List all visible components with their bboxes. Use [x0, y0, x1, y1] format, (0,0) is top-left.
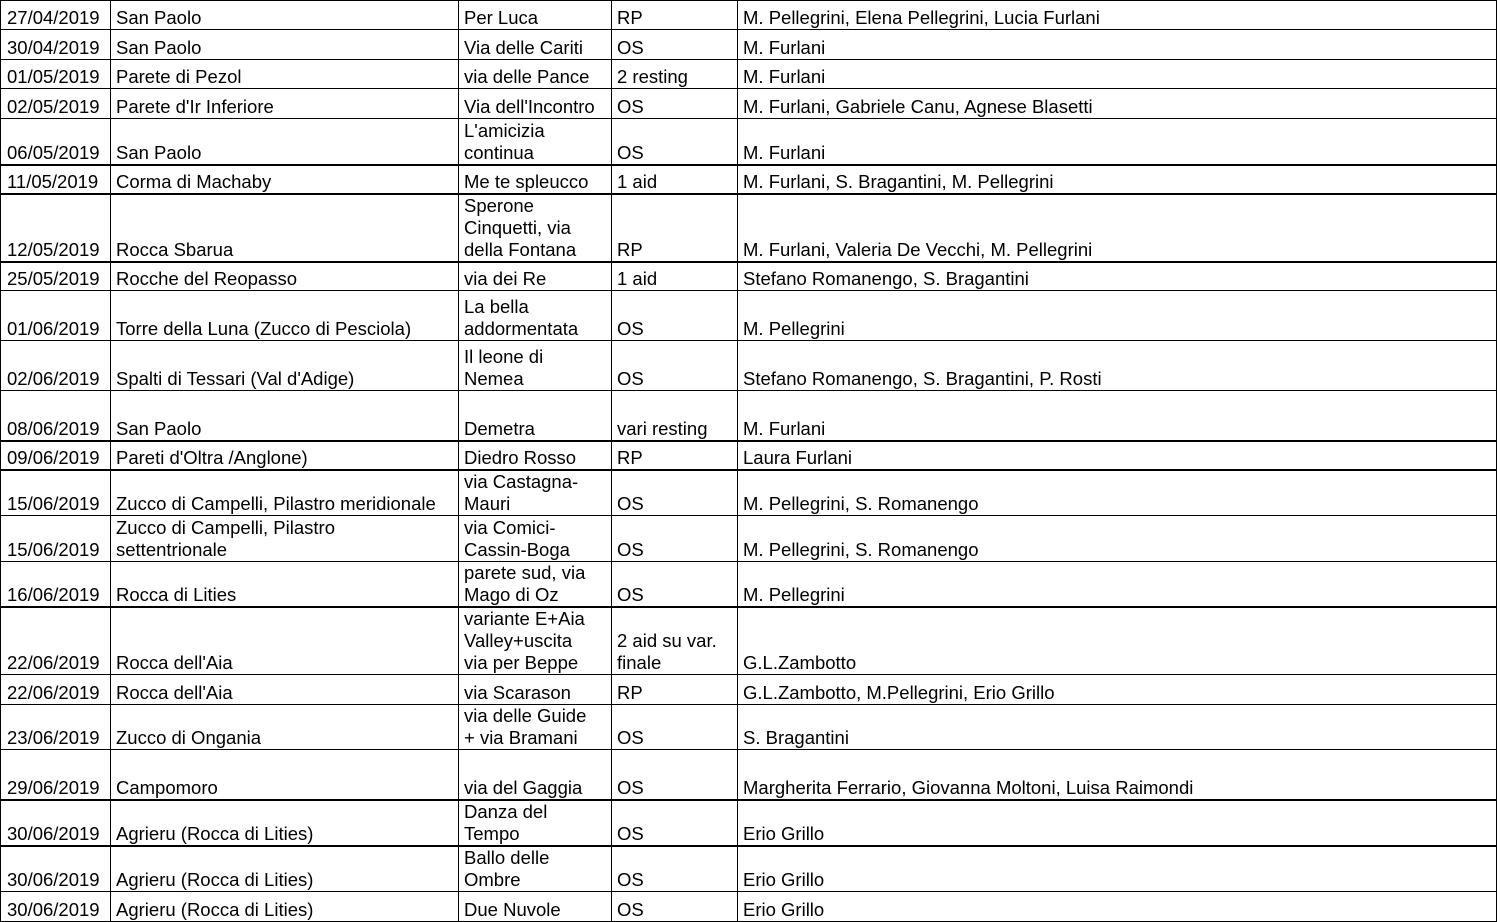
location-cell: San Paolo: [111, 391, 459, 441]
style-cell: OS: [612, 846, 738, 892]
style-cell: OS: [612, 341, 738, 391]
table-row: [1, 165, 1497, 194]
style-cell: 2 resting: [612, 60, 738, 89]
table-row: [1, 262, 1497, 291]
route-cell: Via dell'Incontro: [459, 89, 612, 119]
location-cell: Agrieru (Rocca di Lities): [111, 800, 459, 846]
climbers-cell: M. Pellegrini: [738, 291, 1497, 341]
table-row: [1, 341, 1497, 391]
location-cell: Rocca dell'Aia: [111, 607, 459, 675]
date-cell: 23/06/2019: [1, 705, 111, 750]
table-row: [1, 750, 1497, 800]
table-row: [1, 562, 1497, 608]
table-row: [1, 607, 1497, 675]
table-row: [1, 675, 1497, 705]
style-cell: OS: [612, 750, 738, 800]
date-cell: 30/06/2019: [1, 891, 111, 921]
style-cell: OS: [612, 800, 738, 846]
location-cell: San Paolo: [111, 119, 459, 165]
date-cell: 16/06/2019: [1, 562, 111, 608]
location-cell: Pareti d'Oltra /Anglone): [111, 441, 459, 470]
location-cell: San Paolo: [111, 1, 459, 30]
date-cell: 27/04/2019: [1, 1, 111, 30]
route-cell: Sperone Cinquetti, via della Fontana: [459, 194, 612, 262]
route-cell: La bella addormentata: [459, 291, 612, 341]
climbers-cell: M. Furlani: [738, 30, 1497, 60]
route-cell: L'amicizia continua: [459, 119, 612, 165]
style-cell: 1 aid: [612, 262, 738, 291]
route-cell: Me te spleucco: [459, 165, 612, 194]
location-cell: Torre della Luna (Zucco di Pesciola): [111, 291, 459, 341]
location-cell: Rocca dell'Aia: [111, 675, 459, 705]
table-row: [1, 705, 1497, 750]
route-cell: via del Gaggia: [459, 750, 612, 800]
date-cell: 22/06/2019: [1, 675, 111, 705]
climbers-cell: M. Pellegrini: [738, 562, 1497, 608]
table-row: [1, 30, 1497, 60]
table-row: [1, 846, 1497, 892]
style-cell: OS: [612, 891, 738, 921]
route-cell: Due Nuvole: [459, 891, 612, 921]
route-cell: parete sud, via Mago di Oz: [459, 562, 612, 608]
climbers-cell: M. Furlani, Valeria De Vecchi, M. Pellegrini: [738, 194, 1497, 262]
climbers-cell: S. Bragantini: [738, 705, 1497, 750]
table-row: [1, 89, 1497, 119]
route-cell: Via delle Cariti: [459, 30, 612, 60]
climbers-cell: M. Pellegrini, S. Romanengo: [738, 516, 1497, 562]
climbers-cell: M. Furlani: [738, 119, 1497, 165]
location-cell: Zucco di Campelli, Pilastro meridionale: [111, 470, 459, 516]
route-cell: via Castagna- Mauri: [459, 470, 612, 516]
date-cell: 29/06/2019: [1, 750, 111, 800]
climbers-cell: M. Furlani: [738, 60, 1497, 89]
route-cell: Il leone di Nemea: [459, 341, 612, 391]
location-cell: Agrieru (Rocca di Lities): [111, 846, 459, 892]
climbers-cell: Erio Grillo: [738, 846, 1497, 892]
climbers-cell: M. Pellegrini, S. Romanengo: [738, 470, 1497, 516]
route-cell: via Comici- Cassin-Boga: [459, 516, 612, 562]
climbers-cell: G.L.Zambotto: [738, 607, 1497, 675]
location-cell: Parete d'Ir Inferiore: [111, 89, 459, 119]
style-cell: vari resting: [612, 391, 738, 441]
route-cell: variante E+Aia Valley+uscita via per Beppe: [459, 607, 612, 675]
table-row: [1, 391, 1497, 441]
location-cell: Agrieru (Rocca di Lities): [111, 891, 459, 921]
date-cell: 09/06/2019: [1, 441, 111, 470]
style-cell: OS: [612, 30, 738, 60]
table-row: [1, 441, 1497, 470]
style-cell: RP: [612, 675, 738, 705]
location-cell: Spalti di Tessari (Val d'Adige): [111, 341, 459, 391]
style-cell: OS: [612, 516, 738, 562]
date-cell: 01/06/2019: [1, 291, 111, 341]
climbers-cell: Margherita Ferrario, Giovanna Moltoni, Luisa Raimondi: [738, 750, 1497, 800]
location-cell: Rocca di Lities: [111, 562, 459, 608]
style-cell: RP: [612, 194, 738, 262]
climbers-cell: Stefano Romanengo, S. Bragantini, P. Rosti: [738, 341, 1497, 391]
climbers-cell: M. Pellegrini, Elena Pellegrini, Lucia Furlani: [738, 1, 1497, 30]
style-cell: 1 aid: [612, 165, 738, 194]
date-cell: 08/06/2019: [1, 391, 111, 441]
table-row: [1, 60, 1497, 89]
location-cell: Rocca Sbarua: [111, 194, 459, 262]
route-cell: Diedro Rosso: [459, 441, 612, 470]
table-row: [1, 291, 1497, 341]
date-cell: 15/06/2019: [1, 516, 111, 562]
route-cell: via delle Pance: [459, 60, 612, 89]
climbers-cell: M. Furlani, Gabriele Canu, Agnese Blasetti: [738, 89, 1497, 119]
style-cell: OS: [612, 291, 738, 341]
location-cell: Rocche del Reopasso: [111, 262, 459, 291]
style-cell: OS: [612, 119, 738, 165]
route-cell: Ballo delle Ombre: [459, 846, 612, 892]
route-cell: Per Luca: [459, 1, 612, 30]
location-cell: Campomoro: [111, 750, 459, 800]
date-cell: 30/06/2019: [1, 800, 111, 846]
date-cell: 15/06/2019: [1, 470, 111, 516]
table-row: [1, 800, 1497, 846]
style-cell: OS: [612, 705, 738, 750]
location-cell: Parete di Pezol: [111, 60, 459, 89]
table-row: [1, 516, 1497, 562]
date-cell: 30/06/2019: [1, 846, 111, 892]
location-cell: Corma di Machaby: [111, 165, 459, 194]
date-cell: 02/06/2019: [1, 341, 111, 391]
route-cell: via Scarason: [459, 675, 612, 705]
style-cell: OS: [612, 470, 738, 516]
table-row: [1, 1, 1497, 30]
date-cell: 12/05/2019: [1, 194, 111, 262]
climbers-cell: M. Furlani, S. Bragantini, M. Pellegrini: [738, 165, 1497, 194]
climbing-log-body: [1, 1, 1497, 922]
route-cell: via delle Guide + via Bramani: [459, 705, 612, 750]
date-cell: 25/05/2019: [1, 262, 111, 291]
route-cell: Demetra: [459, 391, 612, 441]
climbers-cell: G.L.Zambotto, M.Pellegrini, Erio Grillo: [738, 675, 1497, 705]
climbers-cell: Erio Grillo: [738, 800, 1497, 846]
date-cell: 02/05/2019: [1, 89, 111, 119]
location-cell: San Paolo: [111, 30, 459, 60]
route-cell: Danza del Tempo: [459, 800, 612, 846]
climbers-cell: Erio Grillo: [738, 891, 1497, 921]
date-cell: 06/05/2019: [1, 119, 111, 165]
location-cell: Zucco di Campelli, Pilastro settentrionale: [111, 516, 459, 562]
table-row: [1, 470, 1497, 516]
climbers-cell: M. Furlani: [738, 391, 1497, 441]
climbers-cell: Stefano Romanengo, S. Bragantini: [738, 262, 1497, 291]
style-cell: OS: [612, 562, 738, 608]
style-cell: RP: [612, 441, 738, 470]
table-row: [1, 194, 1497, 262]
route-cell: via dei Re: [459, 262, 612, 291]
date-cell: 11/05/2019: [1, 165, 111, 194]
style-cell: RP: [612, 1, 738, 30]
climbers-cell: Laura Furlani: [738, 441, 1497, 470]
date-cell: 30/04/2019: [1, 30, 111, 60]
location-cell: Zucco di Ongania: [111, 705, 459, 750]
date-cell: 22/06/2019: [1, 607, 111, 675]
table-row: [1, 119, 1497, 165]
date-cell: 01/05/2019: [1, 60, 111, 89]
style-cell: 2 aid su var. finale: [612, 607, 738, 675]
style-cell: OS: [612, 89, 738, 119]
